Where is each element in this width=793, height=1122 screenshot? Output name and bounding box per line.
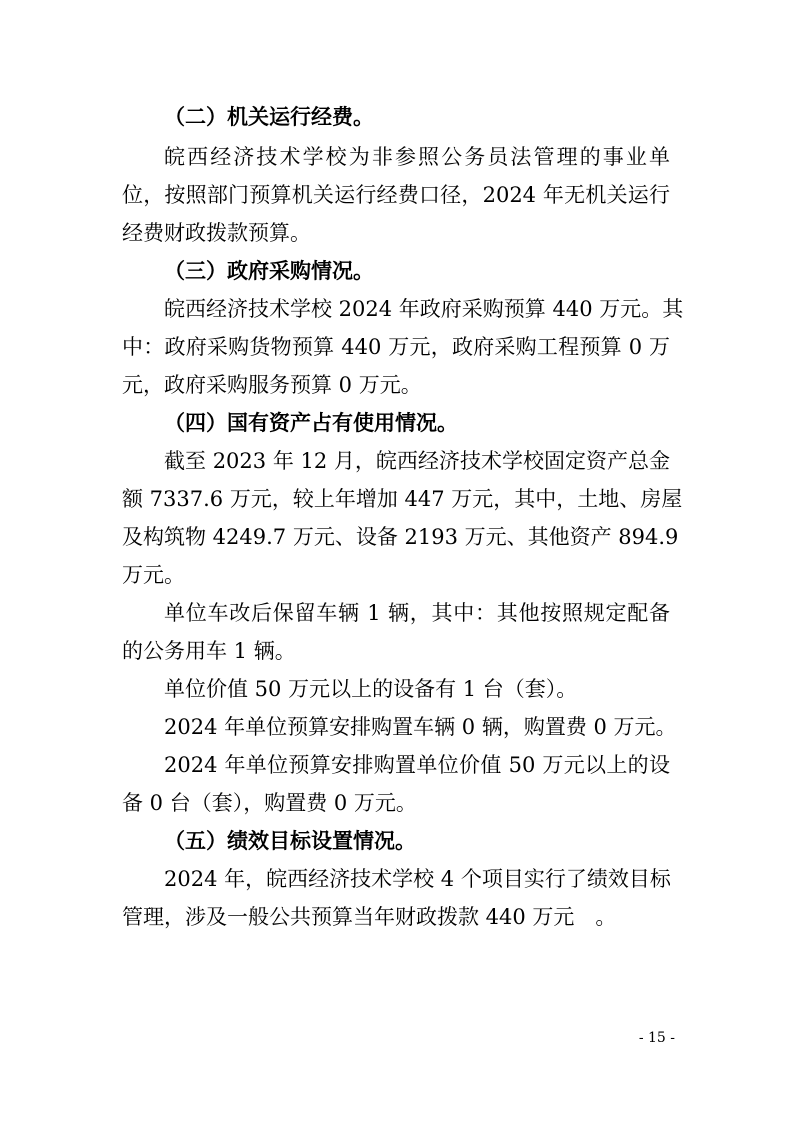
paragraph-line: 皖西经济技术学校为非参照公务员法管理的事业单 — [164, 145, 670, 169]
paragraph-line: 2024 年单位预算安排购置车辆 0 辆，购置费 0 万元。 — [164, 715, 677, 739]
paragraph-line: 皖西经济技术学校 2024 年政府采购预算 440 万元。其 — [164, 297, 684, 321]
paragraph-line: 2024 年单位预算安排购置单位价值 50 万元以上的设 — [164, 753, 670, 777]
section-heading-state-assets: （四）国有资产占有使用情况。 — [164, 410, 458, 435]
paragraph-line: 的公务用车 1 辆。 — [122, 639, 296, 663]
paragraph-line: 备 0 台（套），购置费 0 万元。 — [122, 791, 417, 815]
paragraph-line: 中：政府采购货物预算 440 万元，政府采购工程预算 0 万 — [122, 335, 670, 359]
paragraph-line: 截至 2023 年 12 月，皖西经济技术学校固定资产总金 — [164, 449, 670, 473]
section-heading-performance-targets: （五）绩效目标设置情况。 — [164, 828, 416, 853]
paragraph-line: 管理，涉及一般公共预算当年财政拨款 440 万元 。 — [122, 905, 617, 929]
paragraph-line: 单位车改后保留车辆 1 辆，其中：其他按照规定配备 — [164, 601, 670, 625]
paragraph-line: 元，政府采购服务预算 0 万元。 — [122, 373, 422, 397]
section-heading-operating-expenses: （二）机关运行经费。 — [164, 104, 374, 129]
page-number: - 15 - — [638, 1030, 675, 1046]
paragraph-line: 万元。 — [122, 563, 185, 587]
paragraph-line: 额 7337.6 万元，较上年增加 447 万元，其中，土地、房屋 — [122, 487, 683, 511]
paragraph-line: 单位价值 50 万元以上的设备有 1 台（套）。 — [164, 677, 578, 701]
paragraph-line: 2024 年，皖西经济技术学校 4 个项目实行了绩效目标 — [164, 867, 671, 891]
paragraph-line: 及构筑物 4249.7 万元、设备 2193 万元、其他资产 894.9 — [122, 525, 679, 549]
paragraph-line: 经费财政拨款预算。 — [122, 221, 311, 245]
section-heading-government-procurement: （三）政府采购情况。 — [164, 258, 374, 283]
paragraph-line: 位，按照部门预算机关运行经费口径，2024 年无机关运行 — [122, 183, 670, 207]
